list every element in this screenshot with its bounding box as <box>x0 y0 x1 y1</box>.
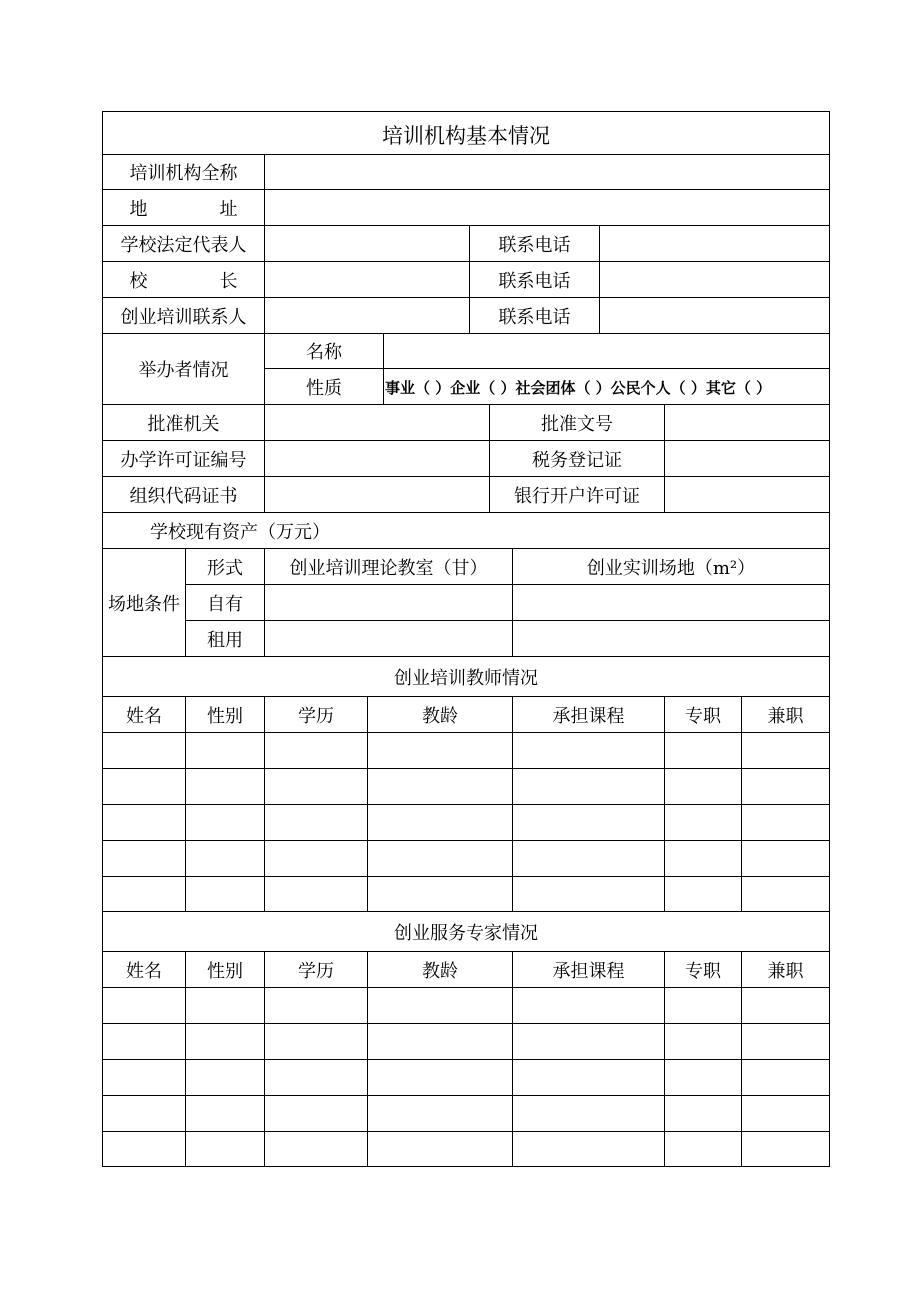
sponsor-name-value <box>384 334 830 369</box>
experts-row-4-name-cell <box>103 1096 186 1132</box>
teachers-row-3-courses-cell <box>513 805 665 841</box>
experts-col-teaching-years: 教龄 <box>368 952 513 988</box>
teachers-col-full-time: 专职 <box>665 697 742 733</box>
teachers-col-name: 姓名 <box>103 697 186 733</box>
tax-registration-label: 税务登记证 <box>490 441 665 477</box>
experts-row-4-gender-cell <box>186 1096 265 1132</box>
approval-doc-no-value <box>665 405 830 441</box>
teachers-row-4-education-cell <box>265 841 368 877</box>
experts-col-courses: 承担课程 <box>513 952 665 988</box>
teachers-row-3-full-time-cell <box>665 805 742 841</box>
venue-rented-label: 租用 <box>186 621 265 657</box>
teachers-row-5-teaching-years-cell <box>368 877 513 912</box>
teachers-row-3-part-time-cell <box>742 805 830 841</box>
experts-row-1-part-time-cell <box>742 988 830 1024</box>
legal-rep-value <box>265 226 470 262</box>
teachers-row-1-full-time-cell <box>665 733 742 769</box>
teachers-row-2-part-time-cell <box>742 769 830 805</box>
teachers-row-4-name-cell <box>103 841 186 877</box>
approval-authority-label: 批准机关 <box>103 405 265 441</box>
venue-classroom-header: 创业培训理论教室（甘） <box>265 549 513 585</box>
teachers-col-part-time: 兼职 <box>742 697 830 733</box>
venue-owned-practice-value <box>513 585 830 621</box>
experts-row-3-full-time-cell <box>665 1060 742 1096</box>
venue-owned-classroom-value <box>265 585 513 621</box>
experts-row-2-gender-cell <box>186 1024 265 1060</box>
experts-row-1-gender-cell <box>186 988 265 1024</box>
tax-registration-value <box>665 441 830 477</box>
org-full-name-value <box>265 155 830 190</box>
experts-row-2-name-cell <box>103 1024 186 1060</box>
experts-col-part-time: 兼职 <box>742 952 830 988</box>
org-full-name-label: 培训机构全称 <box>103 155 265 190</box>
experts-row-5-full-time-cell <box>665 1132 742 1167</box>
experts-col-education: 学历 <box>265 952 368 988</box>
experts-row-3-name-cell <box>103 1060 186 1096</box>
teachers-row-4-gender-cell <box>186 841 265 877</box>
experts-col-name: 姓名 <box>103 952 186 988</box>
teachers-row-2-teaching-years-cell <box>368 769 513 805</box>
experts-row-4-teaching-years-cell <box>368 1096 513 1132</box>
training-contact-label: 创业培训联系人 <box>103 298 265 334</box>
experts-row-2-part-time-cell <box>742 1024 830 1060</box>
experts-row-3-gender-cell <box>186 1060 265 1096</box>
approval-doc-no-label: 批准文号 <box>490 405 665 441</box>
principal-value <box>265 262 470 298</box>
experts-row-5-courses-cell <box>513 1132 665 1167</box>
experts-row-1-full-time-cell <box>665 988 742 1024</box>
teachers-row-3-name-cell <box>103 805 186 841</box>
teachers-row-3-gender-cell <box>186 805 265 841</box>
teachers-row-4-teaching-years-cell <box>368 841 513 877</box>
experts-row-5-teaching-years-cell <box>368 1132 513 1167</box>
teachers-row-2-courses-cell <box>513 769 665 805</box>
sponsor-nature-options: 事业（ ）企业（ ）社会团体（ ）公民个人（ ）其它（ ） <box>384 369 830 405</box>
legal-rep-phone-value <box>600 226 830 262</box>
training-contact-phone-value <box>600 298 830 334</box>
teachers-row-1-teaching-years-cell <box>368 733 513 769</box>
bank-permit-value <box>665 477 830 513</box>
sponsor-nature-label: 性质 <box>265 369 384 405</box>
teachers-row-1-name-cell <box>103 733 186 769</box>
bank-permit-label: 银行开户许可证 <box>490 477 665 513</box>
teachers-row-5-courses-cell <box>513 877 665 912</box>
teachers-row-4-part-time-cell <box>742 841 830 877</box>
license-no-label: 办学许可证编号 <box>103 441 265 477</box>
venue-form-label: 形式 <box>186 549 265 585</box>
experts-row-1-courses-cell <box>513 988 665 1024</box>
form-title: 培训机构基本情况 <box>103 112 830 155</box>
experts-row-3-education-cell <box>265 1060 368 1096</box>
teachers-row-1-education-cell <box>265 733 368 769</box>
experts-row-5-gender-cell <box>186 1132 265 1167</box>
teachers-row-2-gender-cell <box>186 769 265 805</box>
teachers-row-1-courses-cell <box>513 733 665 769</box>
principal-phone-label: 联系电话 <box>470 262 600 298</box>
venue-label: 场地条件 <box>103 549 186 657</box>
teachers-row-5-name-cell <box>103 877 186 912</box>
experts-row-3-teaching-years-cell <box>368 1060 513 1096</box>
teachers-col-courses: 承担课程 <box>513 697 665 733</box>
training-institution-form <box>102 111 830 1167</box>
experts-row-4-education-cell <box>265 1096 368 1132</box>
experts-row-5-name-cell <box>103 1132 186 1167</box>
teachers-row-3-teaching-years-cell <box>368 805 513 841</box>
experts-row-1-teaching-years-cell <box>368 988 513 1024</box>
teachers-col-education: 学历 <box>265 697 368 733</box>
experts-row-2-courses-cell <box>513 1024 665 1060</box>
teachers-row-5-part-time-cell <box>742 877 830 912</box>
org-code-value <box>265 477 490 513</box>
teachers-row-5-education-cell <box>265 877 368 912</box>
training-contact-phone-label: 联系电话 <box>470 298 600 334</box>
experts-row-4-courses-cell <box>513 1096 665 1132</box>
venue-rented-practice-value <box>513 621 830 657</box>
experts-row-2-teaching-years-cell <box>368 1024 513 1060</box>
experts-row-1-name-cell <box>103 988 186 1024</box>
experts-row-4-full-time-cell <box>665 1096 742 1132</box>
principal-phone-value <box>600 262 830 298</box>
venue-owned-label: 自有 <box>186 585 265 621</box>
experts-col-gender: 性别 <box>186 952 265 988</box>
experts-row-1-education-cell <box>265 988 368 1024</box>
teachers-row-5-full-time-cell <box>665 877 742 912</box>
license-no-value <box>265 441 490 477</box>
sponsor-label: 举办者情况 <box>103 334 265 405</box>
teachers-row-2-full-time-cell <box>665 769 742 805</box>
assets-label: 学校现有资产（万元） <box>103 513 830 549</box>
teachers-row-2-education-cell <box>265 769 368 805</box>
venue-practice-header: 创业实训场地（m²） <box>513 549 830 585</box>
principal-label: 校 长 <box>103 262 265 298</box>
experts-row-5-part-time-cell <box>742 1132 830 1167</box>
teachers-row-1-gender-cell <box>186 733 265 769</box>
teachers-row-3-education-cell <box>265 805 368 841</box>
address-label: 地 址 <box>103 190 265 226</box>
experts-row-2-full-time-cell <box>665 1024 742 1060</box>
experts-col-full-time: 专职 <box>665 952 742 988</box>
teachers-row-4-courses-cell <box>513 841 665 877</box>
legal-rep-phone-label: 联系电话 <box>470 226 600 262</box>
teachers-row-4-full-time-cell <box>665 841 742 877</box>
legal-rep-label: 学校法定代表人 <box>103 226 265 262</box>
address-value <box>265 190 830 226</box>
teachers-col-teaching-years: 教龄 <box>368 697 513 733</box>
org-code-label: 组织代码证书 <box>103 477 265 513</box>
experts-section-title: 创业服务专家情况 <box>103 912 830 952</box>
venue-rented-classroom-value <box>265 621 513 657</box>
experts-row-3-courses-cell <box>513 1060 665 1096</box>
teachers-row-2-name-cell <box>103 769 186 805</box>
experts-row-2-education-cell <box>265 1024 368 1060</box>
teachers-section-title: 创业培训教师情况 <box>103 657 830 697</box>
teachers-row-1-part-time-cell <box>742 733 830 769</box>
experts-row-3-part-time-cell <box>742 1060 830 1096</box>
sponsor-name-label: 名称 <box>265 334 384 369</box>
teachers-col-gender: 性别 <box>186 697 265 733</box>
approval-authority-value <box>265 405 490 441</box>
teachers-row-5-gender-cell <box>186 877 265 912</box>
training-contact-value <box>265 298 470 334</box>
experts-row-4-part-time-cell <box>742 1096 830 1132</box>
experts-row-5-education-cell <box>265 1132 368 1167</box>
